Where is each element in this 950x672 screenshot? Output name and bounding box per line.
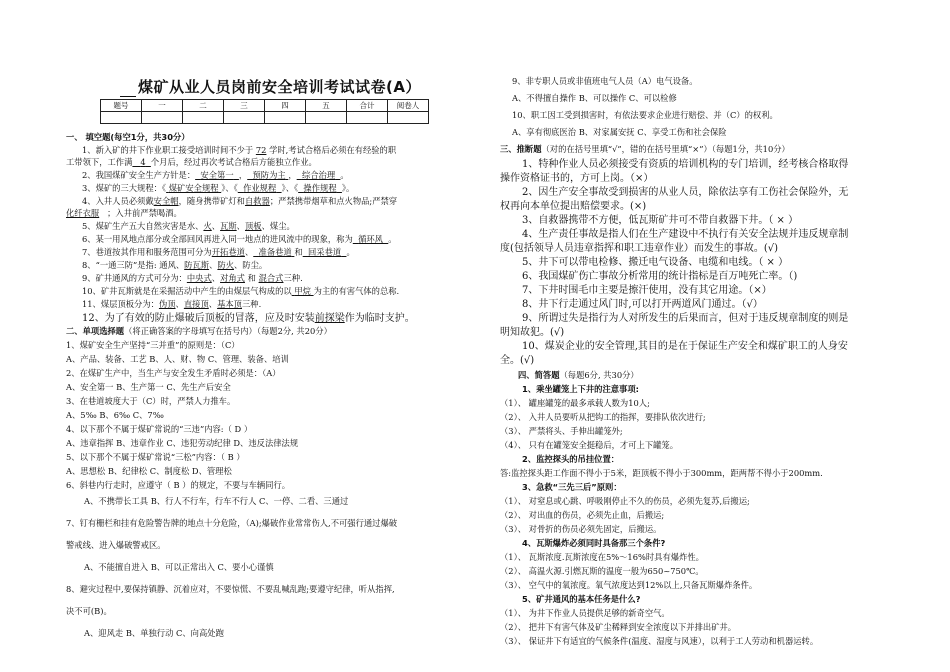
- judge-q8: 8、井下行走通过风门时,可以打开两道风门通过。（√）: [522, 299, 763, 310]
- judge-q10-line1: 10、煤炭企业的安全管理,其目的是在于保证生产安全和煤矿职工的人身安: [522, 341, 848, 352]
- choice-q6-options: A、不携带长工具 B、行人不行车，行车不行人 C、一停、二看、三通过: [84, 496, 349, 506]
- text: 学时,考试合格后必须在有经验的职: [269, 145, 397, 155]
- judge-q2-line1: 2、因生产安全事故受到损害的从业人员，除依法享有工伤社会保险外，无: [522, 187, 849, 198]
- choice-q8-options: A、迎风走 B、单独行动 C、向高处跑: [84, 628, 224, 638]
- judge-q3: 3、自救器携带不方便，低瓦斯矿井可不带自救器下井。（ × ）: [522, 215, 799, 226]
- text: 9、矿井通风的方式可分为：: [82, 273, 187, 283]
- answer: 综合治理: [301, 170, 336, 180]
- judge-q2-line2: 权再向本单位提出赔偿要求。(×): [500, 201, 647, 212]
- short-q3-item: （1）、 对窒息或心跳、呼吸刚停止不久的伤员，必须先复苏,后搬运;: [500, 496, 750, 506]
- choice-q10: 10、职工因工受到损害时，有依法要求企业进行赔偿、并（C）的权利。: [512, 110, 778, 120]
- text: 作为临时支护。: [344, 313, 415, 324]
- short-q5-item: （1）、 为井下作业人员提供足够的新奇空气。: [500, 608, 670, 618]
- answer-blank: 化纤衣服: [66, 208, 100, 218]
- text: ；严禁携带烟草和点火物品;严禁穿: [269, 196, 398, 206]
- short-q3-item: （2）、 对出血的伤员，必须先止血，后搬运;: [500, 510, 665, 520]
- choice-q5: 5、以下那个不属于煤矿常说“三松”内容：（ B ）: [66, 452, 245, 462]
- score-table-header-row: [101, 100, 429, 112]
- answer-blank: 前探梁: [314, 313, 345, 324]
- answer-blank: [238, 183, 282, 193]
- short-q1-item: （4）、 只有在罐笼安全挺稳后，才可上下罐笼。: [500, 440, 679, 450]
- judge-q4-line2: 度(包括领导人员违章指挥和职工违章作业）而发生的事故。(√): [500, 243, 779, 254]
- text: ，随身携带矿灯和: [178, 196, 245, 206]
- answer: 循环风: [358, 234, 383, 244]
- fill-q6: [82, 234, 397, 245]
- section-fill-in-header: 一、 填空题(每空1分，共30分）: [66, 132, 190, 142]
- text: 1、新入矿的井下作业职工接受培训时间不少于: [82, 145, 254, 155]
- answer: 煤矿安全规程: [168, 183, 219, 193]
- choice-q6: 6、斜巷内行走时，应遵守（ B ）的规定，不要与车辆同行。: [66, 480, 291, 490]
- choice-q10-options: A、享有彻底医治 B、对家属安抚 C、享受工伤和社会保险: [512, 127, 727, 137]
- choice-q1: 1、煤矿安全生产坚持“三并重”的原则是：（C）: [66, 340, 240, 350]
- answer-blank: 直接顶: [183, 299, 209, 309]
- answer-blank: 顶板: [244, 221, 262, 231]
- text: 三种.: [241, 299, 262, 309]
- section-note: （对的在括号里填“√”，错的在括号里填“×”）（每题1分，共10分）: [541, 144, 790, 154]
- answer: 甲烷: [294, 286, 311, 296]
- score-header-cell: 三: [224, 100, 265, 112]
- text: 4、入井人员必须戴: [82, 196, 154, 206]
- score-header-cell: 阅卷人: [388, 100, 429, 112]
- choice-q4-options: A、违章指挥 B、违章作业 C、违犯劳动纪律 D、违反法律法规: [66, 438, 299, 448]
- short-q1-item: （3）、 严禁将头、手伸出罐笼外;: [500, 426, 623, 436]
- section-note: （将正确答案的字母填写在括号内）（每题2分, 共20分）: [124, 326, 332, 336]
- text: 为主的有害气体的总称.: [313, 286, 400, 296]
- section-title: 三、推断题: [500, 144, 542, 154]
- choice-q3: 3、在巷道坡度大于（C）时，严禁人力推车。: [66, 396, 236, 406]
- text: 》。: [341, 183, 355, 193]
- score-header-cell: 合计: [347, 100, 388, 112]
- answer-blank: 对角式: [220, 273, 245, 283]
- score-table-blank-row: [101, 112, 429, 124]
- answer-blank: [247, 170, 288, 180]
- fill-q12: [82, 312, 415, 325]
- text: 、: [244, 247, 254, 257]
- answer-blank: 火: [203, 221, 212, 231]
- fill-q8: [82, 260, 267, 271]
- title-blank: [120, 84, 136, 97]
- score-cell[interactable]: [224, 112, 265, 124]
- score-cell[interactable]: [101, 112, 142, 124]
- text: 7、巷道按其作用和服务范围可分为: [82, 247, 212, 257]
- fill-q1-line1: [82, 145, 396, 156]
- answer-blank: [132, 157, 150, 167]
- fill-q9: [82, 273, 303, 284]
- fill-q2: [82, 170, 349, 181]
- answer-blank: 伪顶: [158, 299, 176, 309]
- text: 和: [247, 273, 256, 283]
- fill-q11: [82, 299, 261, 310]
- text: 2、我国煤矿安全生产方针是：: [82, 170, 196, 180]
- score-cell[interactable]: [306, 112, 347, 124]
- short-q1-item: （1）、 罐座罐笼的最多承载人数为10人;: [500, 398, 650, 408]
- text: 。: [340, 170, 349, 180]
- text: 三种.: [283, 273, 303, 283]
- section-short-answer-header: [518, 370, 639, 381]
- fill-q7: [82, 247, 355, 258]
- answer-blank: 基本顶: [217, 299, 242, 309]
- short-q3-item: （3）、 对骨折的伤员必须先固定，后搬运。: [500, 524, 662, 534]
- judge-q10-line2: 全。(√): [500, 355, 535, 366]
- choice-q5-options: A、思想松 B、纪律松 C、制度松 D、管理松: [66, 466, 232, 476]
- choice-q4: 4、以下那个不属于煤矿常说的“三违”内容:（ D ）: [66, 424, 253, 434]
- answer-blank: [353, 234, 388, 244]
- text: 、: [211, 221, 221, 231]
- score-header-cell: 五: [306, 100, 347, 112]
- choice-q7-line2: 警戒线、进入爆破警戒区。: [66, 540, 166, 550]
- section-choice-header: [66, 326, 332, 337]
- fill-q1-line2: [66, 157, 317, 168]
- fill-q4-line2: [66, 208, 182, 219]
- choice-q1-options: A、产品、装备、工艺 B、人、财、物 C、管理、装备、培训: [66, 354, 289, 364]
- score-header-cell: 题号: [101, 100, 142, 112]
- short-q2-title: 2、监控探头的吊挂位置：: [522, 454, 620, 464]
- fill-q4-line1: [82, 196, 397, 207]
- text: 、: [208, 299, 218, 309]
- answer-blank: 开拓巷道: [211, 247, 245, 257]
- score-header-cell: 一: [142, 100, 183, 112]
- judge-q4-line1: 4、生产责任事故是指人们在生产建设中不执行有关安全法规并违反规章制: [522, 229, 849, 240]
- score-header-cell: 四: [265, 100, 306, 112]
- exam-title: [120, 76, 421, 97]
- choice-q7-options: A、不能擅自进入 B、可以正常出入 C、要小心谨慎: [84, 562, 274, 572]
- choice-q8-line2: 决不可(B)。: [66, 606, 112, 616]
- text: 6、某一用风地点部分或全部回风再进入同一地点的进风流中的现象，称为: [82, 234, 353, 244]
- text: 。: [388, 234, 397, 244]
- text: 3、煤矿的三大规程：《: [82, 183, 167, 193]
- answer-blank: 安全帽: [153, 196, 179, 206]
- text: ，: [288, 170, 297, 180]
- judge-q7: 7、下井时围毛巾主要是擦汗使用，没有其它用途。（×）: [522, 285, 772, 296]
- answer-blank: 混合式: [258, 273, 284, 283]
- short-q4-title: 4、瓦斯爆炸必须同时具备那三个条件?: [522, 538, 666, 548]
- choice-q9-options: A、不得擅自操作 B、可以操作 C、可以检修: [512, 93, 677, 103]
- short-q5-title: 5、矿井通风的基本任务是什么?: [522, 594, 641, 604]
- text: 和: [294, 247, 303, 257]
- text: 、防尘。: [234, 260, 268, 270]
- answer: 操作规程: [303, 183, 337, 193]
- answer-blank: 防瓦斯: [184, 260, 210, 270]
- short-q1-item: （2）、 入井人员要听从把钩工的指挥，要排队依次进行;: [500, 412, 706, 422]
- text: 、: [209, 260, 218, 270]
- answer-blank: 自救器: [244, 196, 270, 206]
- text: 、: [175, 299, 184, 309]
- answer-blank: 中央式: [186, 273, 212, 283]
- judge-q5: 5、井下可以带电检修、搬迁电气设备、电缆和电线。（ × ）: [522, 257, 789, 268]
- section-title: 四、简答题: [518, 370, 560, 380]
- judge-q9-line2: 明知故犯。(√): [500, 327, 565, 338]
- fill-q3: [82, 183, 354, 194]
- answer-blank: 瓦斯: [220, 221, 237, 231]
- section-judge-header: [500, 144, 790, 155]
- text: 8、“一通三防”是指: 通风、: [82, 260, 185, 270]
- answer-blank: 72: [255, 145, 267, 155]
- text: 5、煤矿生产五大自然灾害是水、: [82, 221, 204, 231]
- answer: 回采巷道: [307, 247, 342, 257]
- text: 11、煤层顶板分为：: [82, 299, 159, 309]
- judge-q1-line1: 1、特种作业人员必须接受有资质的培训机构的专门培训，经考核合格取得: [522, 159, 849, 170]
- answer-blank: [303, 247, 347, 257]
- choice-q2: 2、在煤矿生产中，当生产与安全发生矛盾时必须是：（A）: [66, 368, 281, 378]
- answer: 预防为主: [252, 170, 286, 180]
- short-q3-title: 3、急救“三先三后”原则：: [522, 482, 622, 492]
- score-cell[interactable]: [388, 112, 429, 124]
- answer-blank: [195, 170, 239, 180]
- section-note: （每题6分, 共30分）: [559, 370, 639, 380]
- judge-q6: 6、我国煤矿伤亡事故分析常用的统计指标是百万吨死亡率。（): [522, 271, 798, 282]
- choice-q3-options: A、5‰ B、6‰ C、7‰: [66, 410, 164, 420]
- text: ；入井前严禁喝酒。: [107, 208, 182, 218]
- score-cell[interactable]: [265, 112, 306, 124]
- text: 、: [236, 221, 245, 231]
- answer-blank: [298, 183, 342, 193]
- score-table: [100, 99, 429, 124]
- short-q2-answer: 答:监控探头距工作面不得小于5米，距顶板不得小于300mm，距两帮不得小于200mm.: [500, 468, 823, 478]
- text: 、煤尘。: [261, 221, 295, 231]
- answer: 安全第一: [200, 170, 234, 180]
- answer: 准备巷道: [258, 247, 292, 257]
- answer-blank: [292, 286, 314, 296]
- answer: 作业规程: [243, 183, 277, 193]
- text: 》、《: [281, 183, 299, 193]
- score-cell[interactable]: [183, 112, 224, 124]
- text: 工带领下，工作满: [66, 157, 133, 167]
- answer-blank: [166, 183, 221, 193]
- text: 。: [346, 247, 355, 257]
- short-q4-item: （3）、 空气中的氧浓度。氧气浓度达到12%以上,只备瓦斯爆炸条件。: [500, 580, 758, 590]
- text: 12、为了有效的防止爆破后顶板的冒落，应及时安装: [82, 313, 315, 324]
- text: 10、矿井瓦斯就是在采掘活动中产生的由煤层气构成的以: [82, 286, 292, 296]
- text: 》、《: [221, 183, 238, 193]
- answer-blank: [297, 170, 341, 180]
- section-title: 二、单项选择题: [66, 326, 125, 336]
- judge-q9-line1: 9、所谓过失是指行为人对所发生的后果而言，但对于违反规章制度的则是: [522, 313, 849, 324]
- fill-q10: [82, 286, 399, 297]
- exam-title-text: 煤矿从业人员岗前安全培训考试试卷(A）: [138, 78, 421, 96]
- short-q4-item: （2）、 高温火源.引燃瓦斯的温度一般为650~750℃。: [500, 566, 704, 576]
- choice-q8-line1: 8、避灾过程中,要保持镇静、沉着应对，不要惊慌、不要乱喊乱跑;要遵守纪律，听从指挥,: [66, 584, 395, 594]
- score-header-cell: 二: [183, 100, 224, 112]
- choice-q9: 9、非专职人员或非值班电气人员（A）电气设备。: [512, 76, 698, 86]
- choice-q7-line1: 7、钉有栅栏和挂有危险警告牌的地点十分危险，（A);爆破作业常常伤人,不可强行通过爆破: [66, 518, 398, 528]
- text: 个月后，经过再次考试合格后方能独立作业。: [150, 157, 317, 167]
- text: ，: [238, 170, 248, 180]
- short-q4-item: （1）、 瓦斯浓度.瓦斯浓度在5%～16%时具有爆炸性。: [500, 552, 704, 562]
- judge-q1-line2: 操作资格证书的，方可上岗。（×）: [500, 173, 654, 184]
- answer: 4: [140, 157, 146, 167]
- answer-blank: 防火: [217, 260, 234, 270]
- score-cell[interactable]: [142, 112, 183, 124]
- answer-blank: [253, 247, 294, 257]
- short-q5-item: （3）、 保证井下有适宜的气候条件(温度、湿度与风速），以利于工人劳动和机器运转。: [500, 636, 819, 646]
- score-cell[interactable]: [347, 112, 388, 124]
- choice-q2-options: A、安全第一 B、生产第一 C、先生产后安全: [66, 382, 231, 392]
- short-q1-title: 1、乘坐罐笼上下井的注意事项:: [522, 384, 639, 394]
- short-q5-item: （2）、 把井下有害气体及矿尘稀释到安全浓度以下并排出矿井。: [500, 622, 737, 632]
- fill-q5: [82, 221, 295, 232]
- text: 、: [211, 273, 221, 283]
